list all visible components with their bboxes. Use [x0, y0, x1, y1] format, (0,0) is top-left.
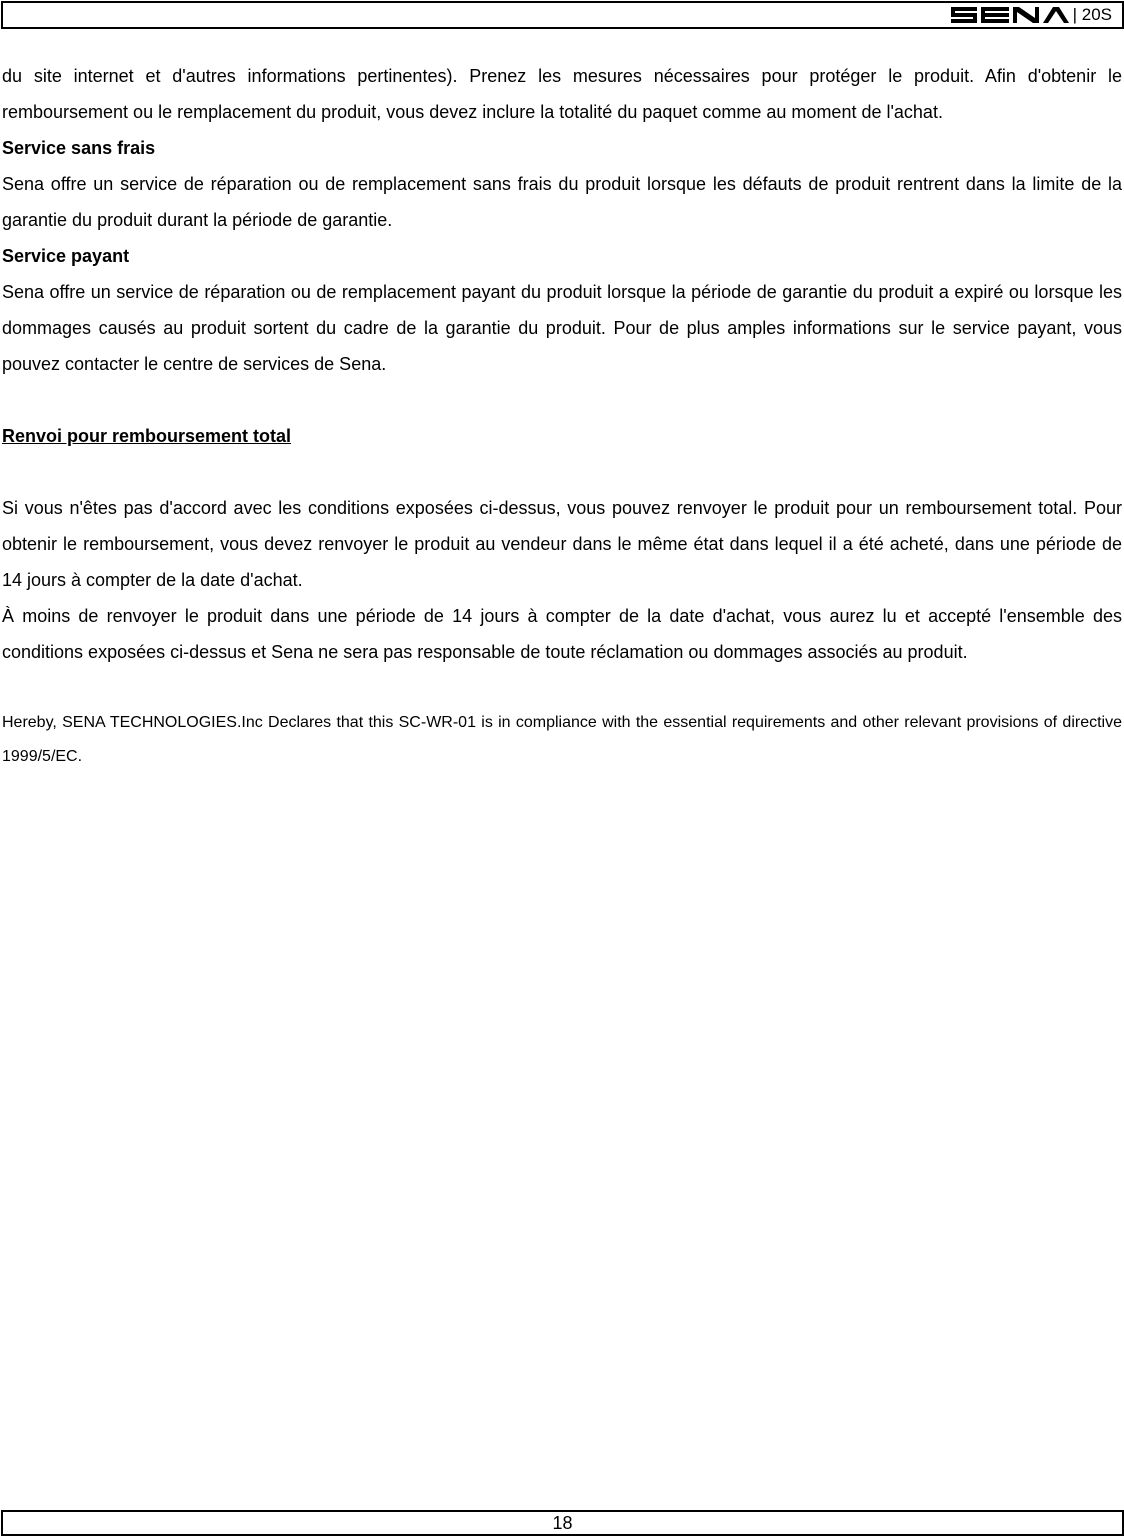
paragraph-intro: du site internet et d'autres informations pertinentes). Prenez les mesures nécessaires pour protéger le produit. Afin d'obtenir le remboursement ou le remplacement du produit, vous devez inclure la totalité du paquet comme au moment de l'achat. [2, 66, 1122, 122]
model-label: | 20S [1072, 5, 1112, 24]
heading-service-payant: Service payant [2, 246, 130, 266]
paragraph-service-payant: Sena offre un service de réparation ou de remplacement payant du produit lorsque la période de garantie du produit a expiré ou lorsque les dommages causés au produit sortent du cadre de la garantie du produit. Pour de plus amples informations sur le service payant, vous pouvez contacter le centre de services de Sena. [2, 282, 1122, 374]
spacer [2, 382, 1122, 418]
spacer [2, 670, 1122, 706]
paragraph-renvoi: Si vous n'êtes pas d'accord avec les conditions exposées ci-dessus, vous pouvez renvoyer le produit pour un remboursement total. Pour obtenir le remboursement, vous devez renvoyer le produit au vendeur dans le même état dans lequel il a été acheté, dans une période de 14 jours à compter de la date d'achat. [2, 498, 1122, 590]
page-header [1, 1, 1124, 29]
page-footer [1, 1510, 1124, 1536]
page-number: 18 [552, 1513, 573, 1533]
sena-logo [947, 5, 1071, 25]
paragraph-service-sans-frais: Sena offre un service de réparation ou de remplacement sans frais du produit lorsque les défauts de produit rentrent dans la limite de la garantie du produit durant la période de garantie. [2, 174, 1122, 230]
compliance-declaration: Hereby, SENA TECHNOLOGIES.Inc Declares that this SC-WR-01 is in compliance with the essential requirements and other relevant provisions of directive 1999/5/EC. [2, 714, 1122, 765]
section-title-renvoi: Renvoi pour remboursement total [2, 426, 292, 446]
document-body [2, 58, 1122, 774]
spacer [2, 454, 1122, 490]
paragraph-conditions: À moins de renvoyer le produit dans une période de 14 jours à compter de la date d'achat, vous aurez lu et accepté l'ensemble des conditions exposées ci-dessus et Sena ne sera pas responsable de toute réclamation ou dommages associés au produit. [2, 606, 1122, 662]
brand-block [947, 3, 1112, 27]
heading-service-sans-frais: Service sans frais [2, 138, 156, 158]
